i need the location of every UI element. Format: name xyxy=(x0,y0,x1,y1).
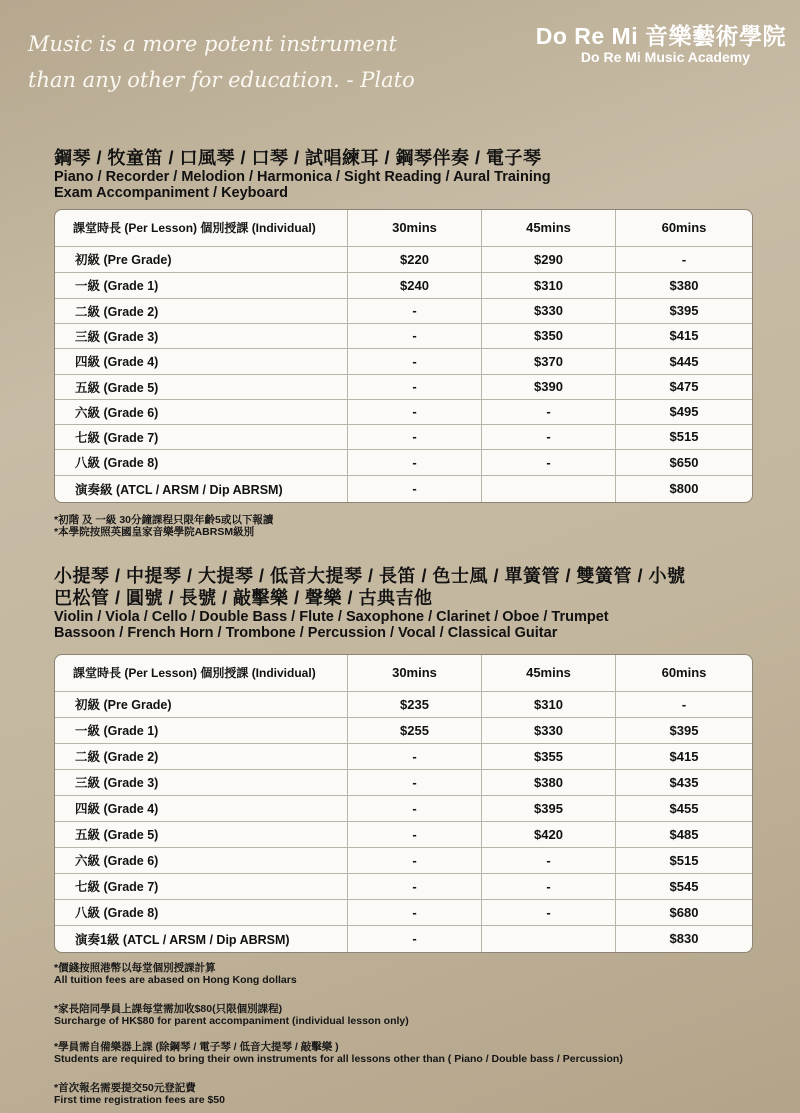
price-cell: - xyxy=(348,348,482,374)
table-row xyxy=(55,743,752,769)
footnote xyxy=(54,962,297,986)
price-cell: - xyxy=(348,847,482,873)
grade-cell: 一級 (Grade 1) xyxy=(75,724,159,738)
grade-cell: 七級 (Grade 7) xyxy=(75,430,159,445)
price-cell: $390 xyxy=(482,374,616,399)
grade-cell: 八級 (Grade 8) xyxy=(75,906,159,920)
column-header: 60mins xyxy=(616,655,753,691)
price-cell: $255 xyxy=(348,717,482,743)
price-cell: - xyxy=(348,449,482,475)
section1-title-en-2: Exam Accompaniment / Keyboard xyxy=(54,185,288,201)
price-cell: $800 xyxy=(616,475,753,502)
price-cell: - xyxy=(348,743,482,769)
section1-title-en-1: Piano / Recorder / Melodion / Harmonica / Sight Reading / Aural Training xyxy=(54,169,551,185)
price-cell: - xyxy=(482,847,616,873)
price-cell: $485 xyxy=(616,821,753,847)
note: *初階 及 一級 30分鐘課程只限年齡5或以下報讀 xyxy=(54,514,274,526)
grade-cell: 三級 (Grade 3) xyxy=(75,329,159,344)
footnote-en: Surcharge of HK$80 for parent accompaniment (individual lesson only) xyxy=(54,1015,409,1027)
footnote xyxy=(54,1041,623,1065)
price-cell: - xyxy=(348,298,482,323)
table-row xyxy=(55,847,752,873)
grade-cell: 八級 (Grade 8) xyxy=(75,456,159,470)
section2-heading xyxy=(54,565,686,641)
price-cell: $445 xyxy=(616,348,753,374)
price-cell: $310 xyxy=(482,272,616,298)
price-cell: $545 xyxy=(616,873,753,899)
table-header xyxy=(55,655,752,691)
footnote-zh: *首次報名需要提交50元登記費 xyxy=(54,1082,196,1094)
footnote-en: First time registration fees are $50 xyxy=(54,1094,225,1106)
table-row xyxy=(55,821,752,847)
price-cell: - xyxy=(348,925,482,952)
price-cell: - xyxy=(348,795,482,821)
price-cell: - xyxy=(482,873,616,899)
price-cell: $290 xyxy=(482,246,616,272)
section2-title-en-1: Violin / Viola / Cello / Double Bass / Flute / Saxophone / Clarinet / Oboe / Trumpet xyxy=(54,609,609,625)
table-row xyxy=(55,246,752,272)
price-cell: $380 xyxy=(482,769,616,795)
grade-cell: 初級 (Pre Grade) xyxy=(75,253,172,267)
price-cell: $395 xyxy=(616,717,753,743)
price-cell: - xyxy=(348,399,482,424)
price-cell: - xyxy=(348,323,482,348)
quote-line-2: than any other for education. - Plato xyxy=(28,68,415,92)
price-cell: - xyxy=(348,873,482,899)
table-row xyxy=(55,272,752,298)
price-cell: $495 xyxy=(616,399,753,424)
price-cell: $515 xyxy=(616,424,753,449)
grade-cell: 四級 (Grade 4) xyxy=(75,355,159,369)
table-row xyxy=(55,899,752,925)
table-row xyxy=(55,691,752,717)
grade-cell: 一級 (Grade 1) xyxy=(75,279,159,293)
price-cell: $330 xyxy=(482,298,616,323)
price-cell xyxy=(482,475,616,502)
price-cell: $455 xyxy=(616,795,753,821)
footnote-en: Students are required to bring their own instruments for all lessons other than ( Piano / Double bass / Percussion) xyxy=(54,1053,623,1065)
table-row xyxy=(55,399,752,424)
grade-cell: 五級 (Grade 5) xyxy=(75,828,159,842)
footnote xyxy=(54,1082,225,1106)
price-cell: $235 xyxy=(348,691,482,717)
price-cell: $395 xyxy=(482,795,616,821)
price-cell: - xyxy=(482,424,616,449)
grade-cell: 二級 (Grade 2) xyxy=(75,750,159,764)
table-row xyxy=(55,717,752,743)
footnote-zh: *學員需自備樂器上課 (除鋼琴 / 電子琴 / 低音大提琴 / 敲擊樂 ) xyxy=(54,1041,339,1053)
grade-cell: 三級 (Grade 3) xyxy=(75,776,159,790)
table-row xyxy=(55,298,752,323)
price-cell: $415 xyxy=(616,323,753,348)
footnote-en: All tuition fees are abased on Hong Kong dollars xyxy=(54,974,297,986)
table-row xyxy=(55,795,752,821)
column-header: 30mins xyxy=(348,210,482,246)
table-row xyxy=(55,323,752,348)
price-cell: $355 xyxy=(482,743,616,769)
price-cell: $380 xyxy=(616,272,753,298)
footnote-zh: *家長陪同學員上課每堂需加收$80(只限個別課程) xyxy=(54,1003,283,1015)
table-row xyxy=(55,925,752,952)
column-header: 30mins xyxy=(348,655,482,691)
price-cell: $310 xyxy=(482,691,616,717)
price-cell: $350 xyxy=(482,323,616,348)
column-header: 60mins xyxy=(616,210,753,246)
table-row xyxy=(55,475,752,502)
price-cell: - xyxy=(616,691,753,717)
price-cell: $415 xyxy=(616,743,753,769)
grade-cell: 演奏級 (ATCL / ARSM / Dip ABRSM) xyxy=(75,482,283,497)
footnote-zh: *價錢按照港幣以每堂個別授課計算 xyxy=(54,962,216,974)
table-row xyxy=(55,873,752,899)
price-cell: $435 xyxy=(616,769,753,795)
price-cell: $395 xyxy=(616,298,753,323)
grade-cell: 七級 (Grade 7) xyxy=(75,880,159,894)
section1-notes xyxy=(54,514,273,538)
price-cell: $650 xyxy=(616,449,753,475)
section2-title-en-2: Bassoon / French Horn / Trombone / Percussion / Vocal / Classical Guitar xyxy=(54,625,558,641)
brand-subtitle: Do Re Mi Music Academy xyxy=(580,49,750,65)
brand-name: Do Re Mi 音樂藝術學院 xyxy=(535,23,786,49)
price-cell: $220 xyxy=(348,246,482,272)
section1-heading xyxy=(54,147,551,201)
price-cell: $830 xyxy=(616,925,753,952)
column-header: 45mins xyxy=(482,655,616,691)
table-header xyxy=(55,210,752,246)
brand xyxy=(536,18,786,65)
quote xyxy=(28,26,448,98)
grade-cell: 四級 (Grade 4) xyxy=(75,802,159,816)
grade-cell: 五級 (Grade 5) xyxy=(75,380,159,395)
price-cell: - xyxy=(482,449,616,475)
price-cell: $370 xyxy=(482,348,616,374)
section2-title-zh-1: 小提琴 / 中提琴 / 大提琴 / 低音大提琴 / 長笛 / 色士風 / 單簧管 / 雙簧管 / 小號 xyxy=(54,566,686,586)
price-cell: - xyxy=(348,475,482,502)
price-cell: - xyxy=(348,899,482,925)
price-cell: $515 xyxy=(616,847,753,873)
section2-title-zh-2: 巴松管 / 圓號 / 長號 / 敲擊樂 / 聲樂 / 古典吉他 xyxy=(54,588,433,608)
grade-cell: 二級 (Grade 2) xyxy=(75,304,159,319)
table-row xyxy=(55,424,752,449)
price-cell: - xyxy=(348,424,482,449)
table-row xyxy=(55,449,752,475)
column-header: 課堂時長 (Per Lesson) 個別授課 (Individual) xyxy=(73,666,316,681)
footnote xyxy=(54,1003,409,1027)
note: *本學院按照英國皇家音樂學院ABRSM級別 xyxy=(54,526,255,538)
price-cell: - xyxy=(348,821,482,847)
price-cell: $420 xyxy=(482,821,616,847)
price-cell: - xyxy=(348,374,482,399)
price-cell: - xyxy=(616,246,753,272)
price-cell: - xyxy=(348,769,482,795)
price-cell: $240 xyxy=(348,272,482,298)
grade-cell: 演奏1級 (ATCL / ARSM / Dip ABRSM) xyxy=(75,932,290,947)
price-cell: $680 xyxy=(616,899,753,925)
table-row xyxy=(55,769,752,795)
price-table-2 xyxy=(54,654,753,953)
price-cell: $330 xyxy=(482,717,616,743)
column-header: 45mins xyxy=(482,210,616,246)
price-cell: - xyxy=(482,399,616,424)
quote-line-1: Music is a more potent instrument xyxy=(28,32,397,56)
grade-cell: 初級 (Pre Grade) xyxy=(75,698,172,712)
section1-title-zh: 鋼琴 / 牧童笛 / 口風琴 / 口琴 / 試唱練耳 / 鋼琴伴奏 / 電子琴 xyxy=(54,148,542,168)
table-row xyxy=(55,374,752,399)
price-cell xyxy=(482,925,616,952)
price-cell: $475 xyxy=(616,374,753,399)
grade-cell: 六級 (Grade 6) xyxy=(75,405,159,420)
column-header: 課堂時長 (Per Lesson) 個別授課 (Individual) xyxy=(73,221,316,236)
table-row xyxy=(55,348,752,374)
price-table-1 xyxy=(54,209,753,503)
price-cell: - xyxy=(482,899,616,925)
grade-cell: 六級 (Grade 6) xyxy=(75,854,159,868)
